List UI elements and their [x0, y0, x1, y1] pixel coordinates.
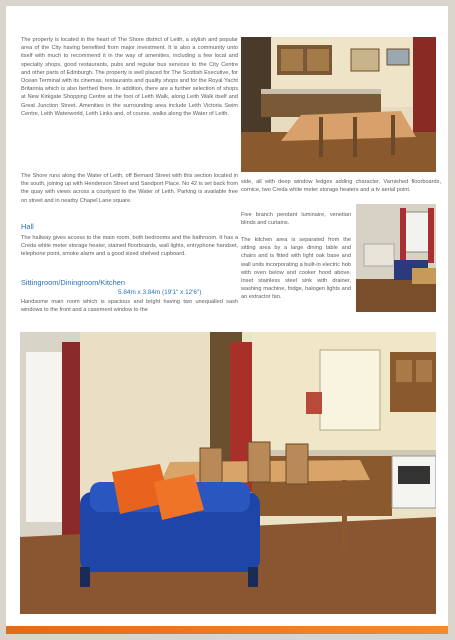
kitchen-paragraph: The kitchen area is separated from the sitting area by a large dining table and chairs and is fitted with light oak base and wall units incorporating a built-in electric hob with oven below and cooker hood above. Inset stainless steel sink with drainer, washing machine, fridge, halogen lights and an extractor fan. [241, 237, 351, 301]
sitting-area-photo [356, 204, 436, 312]
pendant-paragraph: Five branch pendant luminaire, venetian blinds and curtains. [241, 212, 351, 227]
brochure-page [6, 6, 448, 634]
footer-bar [6, 626, 448, 634]
hall-paragraph: The hallway gives access to the main room, both bedrooms and the bathroom. It has a Creda white meter storage heater, stained floorboards, wall lights, entryphone handset, telephone point, smoke alarm and a good sized shelved cupboard. [21, 235, 238, 258]
kitchen-dining-photo [241, 37, 436, 172]
sittingroom-paragraph: Handsome main room which is spacious and bright having two unequalled sash windows to the front and a casement window to the [21, 299, 238, 314]
intro-paragraph: The property is located in the heart of The Shore district of Leith, a stylish and popular area of the City having benefited from major investment. It is also a community unto itself with much to recommend it in the way of amenities, including a few local and specialty shops, good restaurants, pubs and regular bus services to the City Centre and other parts of Edinburgh. The property is well placed for The Scottish Executive, for Ocean Terminal with its cinemas, restaurants and quality shops and for the Royal Yacht Britannia which is also berthed there. In addition, there are a further selection of shops at New Kirkgate Shopping Centre at the foot of Leith Walk, along Leith Walk itself and Great Junction Street. Amenities in the surrounding area include Leith Victoria Swim Centre, Leith Waterworld, Leith Links and, of course, walks along the Water of Leith. [21, 37, 238, 117]
shore-paragraph: The Shore runs along the Water of Leith, off Bernard Street with this section located in the south, joining up with Henderson Street and Sandport Place. No 42 is set back from the quay with views across a courtyard to the Water of Leith. Parking is available free on street and in nearby Chapel Lane square. [21, 173, 238, 204]
main-room-photo [20, 332, 436, 614]
sittingroom-heading: Sittingroom/Diningroom/Kitchen [21, 278, 125, 287]
side-paragraph: side, all with deep window ledges adding character. Varnished floorboards, cornice, two Creda white meter storage heaters and a tv aerial point. [241, 179, 441, 194]
sittingroom-dimensions: 5.84m x 3.84m (19'1" x 12'6") [118, 289, 202, 296]
hall-heading: Hall [21, 222, 34, 231]
